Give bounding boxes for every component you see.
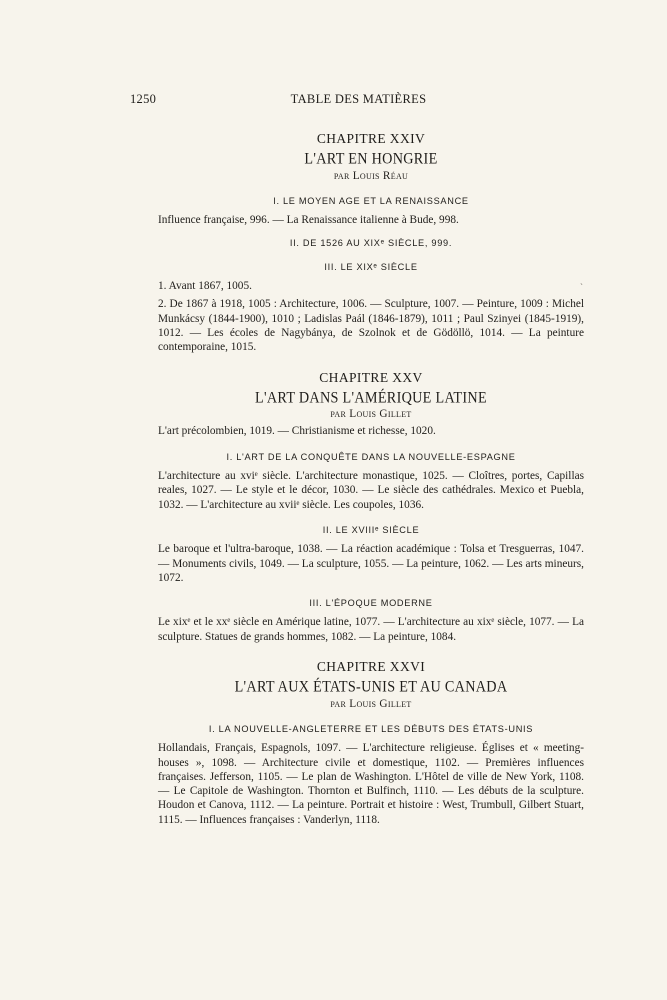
stray-mark: ˋ [580,282,583,292]
section-heading: I. LA NOUVELLE-ANGLETERRE ET LES DÉBUTS DES ÉTATS-UNIS [208,723,534,734]
section-text: Influence française, 996. — La Renaissance italienne à Bude, 998. [158,214,459,227]
section-text: Le baroque et l'ultra-baroque, 1038. — La réaction académique : Tolsa et Tresguerras, 1047. — Monuments civils, 1049. — La sculpture, 1055. — La peinture, 1062. — Les arts mineurs, 1072. [158,543,584,584]
section-text: 1. Avant 1867, 1005. [158,280,252,293]
section-text: 2. De 1867 à 1918, 1005 : Architecture, 1006. — Sculpture, 1007. — Peinture, 1009 : Michel Munkácsy (1844-1900), 1010 ; Ladislas Paál (1846-1879), 1011 ; Paul Szinyei (1845-1919), 1012. — Les écoles de Nagybánya, de Szolnok et de Gödöllö, 1014. — La peinture contemporaine, 1015. [158,298,584,354]
section-text: Le xixᵉ et le xxᵉ siècle en Amérique latine, 1077. — L'architecture au xixᵉ siècle, 1077. — La sculpture. Statues de grands hommes, 1082. — La peinture, 1084. [158,616,584,643]
chapter-26 [158,660,584,827]
chapter-author: par Louis Gillet [330,697,412,710]
chapter-label: CHAPITRE XXVI [316,659,426,675]
section-heading: I. L'ART DE LA CONQUÊTE DANS LA NOUVELLE-ESPAGNE [226,451,516,462]
chapter-25 [158,371,584,644]
page-number: 1250 [130,92,157,106]
section-heading: III. L'ÉPOQUE MODERNE [309,598,433,609]
chapter-title: L'ART EN HONGRIE [304,150,438,168]
section-heading: II. LE XVIIIᵉ SIÈCLE [322,524,420,535]
section-text: L'art précolombien, 1019. — Christianisme et richesse, 1020. [158,425,436,438]
section-heading: I. LE MOYEN AGE ET LA RENAISSANCE [273,195,469,206]
chapter-author: par Louis Réau [333,169,409,182]
section-text: L'architecture au xviᵉ siècle. L'architecture monastique, 1025. — Cloîtres, portes, Capillas reales, 1027. — Le style et le décor, 1030. — Le siècle des cathédrales. Mexico et Puebla, 1032. — L'architecture au xviiᵉ siècle. Les coupoles, 1036. [158,470,584,511]
chapter-title: L'ART DANS L'AMÉRIQUE LATINE [255,389,487,407]
chapter-label: CHAPITRE XXIV [316,131,426,146]
toc-content [158,132,584,827]
running-title: TABLE DES MATIÈRES [290,92,427,106]
chapter-24 [158,132,584,355]
section-heading: II. DE 1526 AU XIXᵉ SIÈCLE, 999. [289,238,453,249]
chapter-title: L'ART AUX ÉTATS-UNIS ET AU CANADA [234,678,508,696]
section-text: Hollandais, Français, Espagnols, 1097. — L'architecture religieuse. Églises et « meeting-houses », 1098. — Architecture civile et domestique, 1102. — Premières influences françaises. Jefferson, 1105. — Le plan de Washington. L'Hôtel de ville de New York, 1108. — Le Capitole de Washington. Thornton et Bulfinch, 1110. — Les débuts de la sculpture. Houdon et Canova, 1112. — La peinture. Portrait et histoire : West, Trumbull, Gilbert Stuart, 1115. — Influences françaises : Vanderlyn, 1118. [158,742,584,826]
chapter-label: CHAPITRE XXV [319,369,423,385]
section-heading: III. LE XIXᵉ SIÈCLE [324,261,418,272]
chapter-author: par Louis Gillet [330,408,412,421]
